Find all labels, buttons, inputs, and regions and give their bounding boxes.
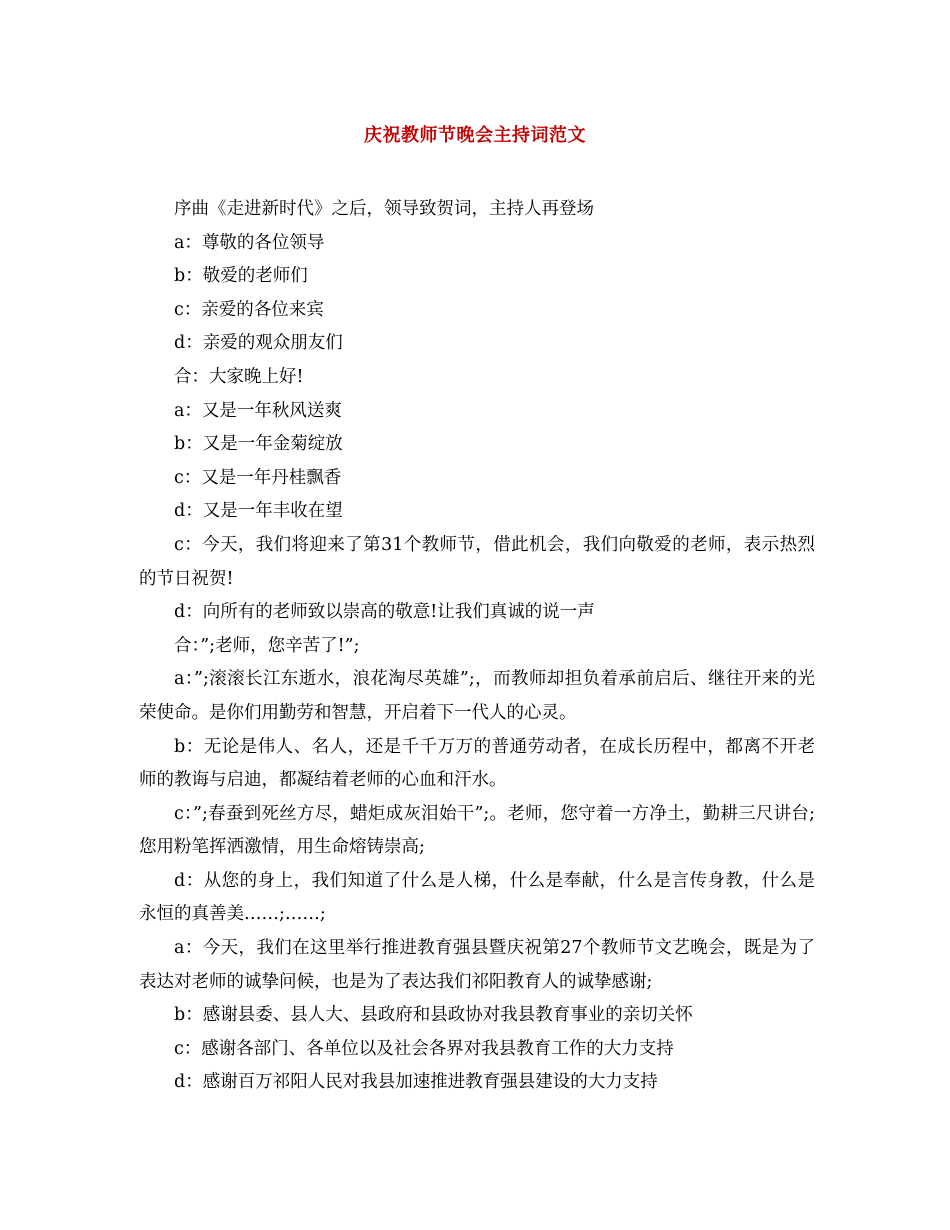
paragraph: d：感谢百万祁阳人民对我县加速推进教育强县建设的大力支持 [174, 1072, 658, 1093]
paragraph: c：亲爱的各位来宾 [174, 299, 324, 320]
paragraph: 合：大家晚上好! [174, 366, 304, 387]
paragraph: 合：”;老师，您辛苦了!”; [174, 635, 360, 656]
paragraph: d：亲爱的观众朋友们 [174, 333, 343, 354]
paragraph: c：又是一年丹桂飘香 [174, 467, 342, 488]
paragraph: b：敬爱的老师们 [174, 266, 308, 287]
paragraph: b：无论是伟人、名人，还是千千万万的普通劳动者，在成长历程中，都离不开老师的教诲与启迪，都凝结着老师的心血和汗水。 [139, 736, 815, 791]
paragraph: d：又是一年丰收在望 [174, 501, 343, 522]
document-title: 庆祝教师节晚会主持词范文 [364, 125, 586, 146]
document-body [139, 193, 815, 1100]
paragraph: d：向所有的老师致以崇高的敬意!让我们真诚的说一声 [174, 602, 595, 623]
paragraph: b：感谢县委、县人大、县政府和县政协对我县教育事业的亲切关怀 [174, 1005, 693, 1026]
paragraph: a：又是一年秋风送爽 [174, 400, 342, 421]
paragraph: a：”;滚滚长江东逝水，浪花淘尽英雄”;，而教师却担负着承前启后、继往开来的光荣使命。是你们用勤劳和智慧，开启着下一代人的心灵。 [139, 669, 815, 723]
paragraph: a：尊敬的各位领导 [174, 232, 325, 253]
paragraph: 序曲《走进新时代》之后，领导致贺词，主持人再登场 [174, 199, 594, 219]
paragraph: c：感谢各部门、各单位以及社会各界对我县教育工作的大力支持 [174, 1038, 674, 1059]
paragraph: a：今天，我们在这里举行推进教育强县暨庆祝第27个教师节文艺晚会，既是为了表达对老师的诚挚问候，也是为了表达我们祁阳教育人的诚挚感谢; [139, 938, 815, 992]
paragraph: c：”;春蚕到死丝方尽，蜡炬成灰泪始干”;。老师，您守着一方净土，勤耕三尺讲台;您用粉笔挥洒激情，用生命熔铸崇高; [139, 803, 815, 858]
paragraph: b：又是一年金菊绽放 [174, 434, 343, 455]
paragraph: c：今天，我们将迎来了第31个教师节，借此机会，我们向敬爱的老师，表示热烈的节日祝贺! [139, 534, 815, 589]
paragraph: d：从您的身上，我们知道了什么是人梯，什么是奉献，什么是言传身教，什么是永恒的真善美……;……; [139, 870, 815, 925]
